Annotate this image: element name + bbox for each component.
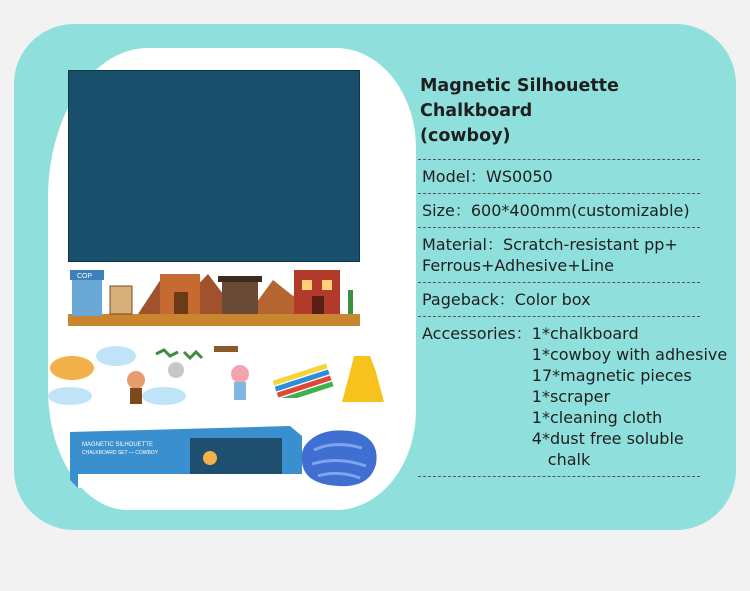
accessories-list bbox=[532, 323, 727, 470]
accessories-label: Accessories： bbox=[422, 324, 532, 343]
material-row bbox=[418, 227, 700, 282]
model-row: Model：WS0050 bbox=[418, 159, 700, 193]
accessory-item: chalk bbox=[547, 450, 591, 469]
chalk-sticks-image bbox=[268, 358, 338, 398]
product-title bbox=[420, 74, 700, 149]
chalkboard-image bbox=[68, 70, 360, 262]
packaging-box-image bbox=[70, 424, 302, 490]
size-row: Size：600*400mm(customizable) bbox=[418, 193, 700, 227]
box-title-line2: CHALKBOARD SET — COWBOY bbox=[82, 450, 159, 456]
product-title-line2: (cowboy) bbox=[420, 126, 511, 146]
material-line1: Material：Scratch-resistant pp+ bbox=[422, 235, 678, 254]
cop-sign-text: COP bbox=[77, 273, 93, 280]
accessories-row bbox=[418, 316, 728, 477]
accessory-item: 1*cowboy with adhesive bbox=[531, 345, 728, 364]
accessory-item: 17*magnetic pieces bbox=[531, 366, 692, 385]
accessory-item: 1*scraper bbox=[531, 387, 611, 406]
accessory-item: 1*chalkboard bbox=[531, 324, 639, 343]
cleaning-cloth-image bbox=[294, 422, 384, 492]
magnetic-pieces-image bbox=[44, 340, 264, 408]
material-line2: Ferrous+Adhesive+Line bbox=[422, 256, 615, 275]
product-title-line1: Magnetic Silhouette Chalkboard bbox=[420, 76, 619, 121]
accessory-item: 4*dust free soluble bbox=[531, 429, 684, 448]
product-info bbox=[418, 74, 728, 477]
scraper-image bbox=[340, 352, 386, 404]
box-title-line1: MAGNETIC SILHOUETTE bbox=[82, 442, 154, 448]
pageback-row: Pageback：Color box bbox=[418, 282, 700, 316]
cowboy-town-border-image bbox=[68, 266, 360, 328]
accessory-item: 1*cleaning cloth bbox=[531, 408, 663, 427]
